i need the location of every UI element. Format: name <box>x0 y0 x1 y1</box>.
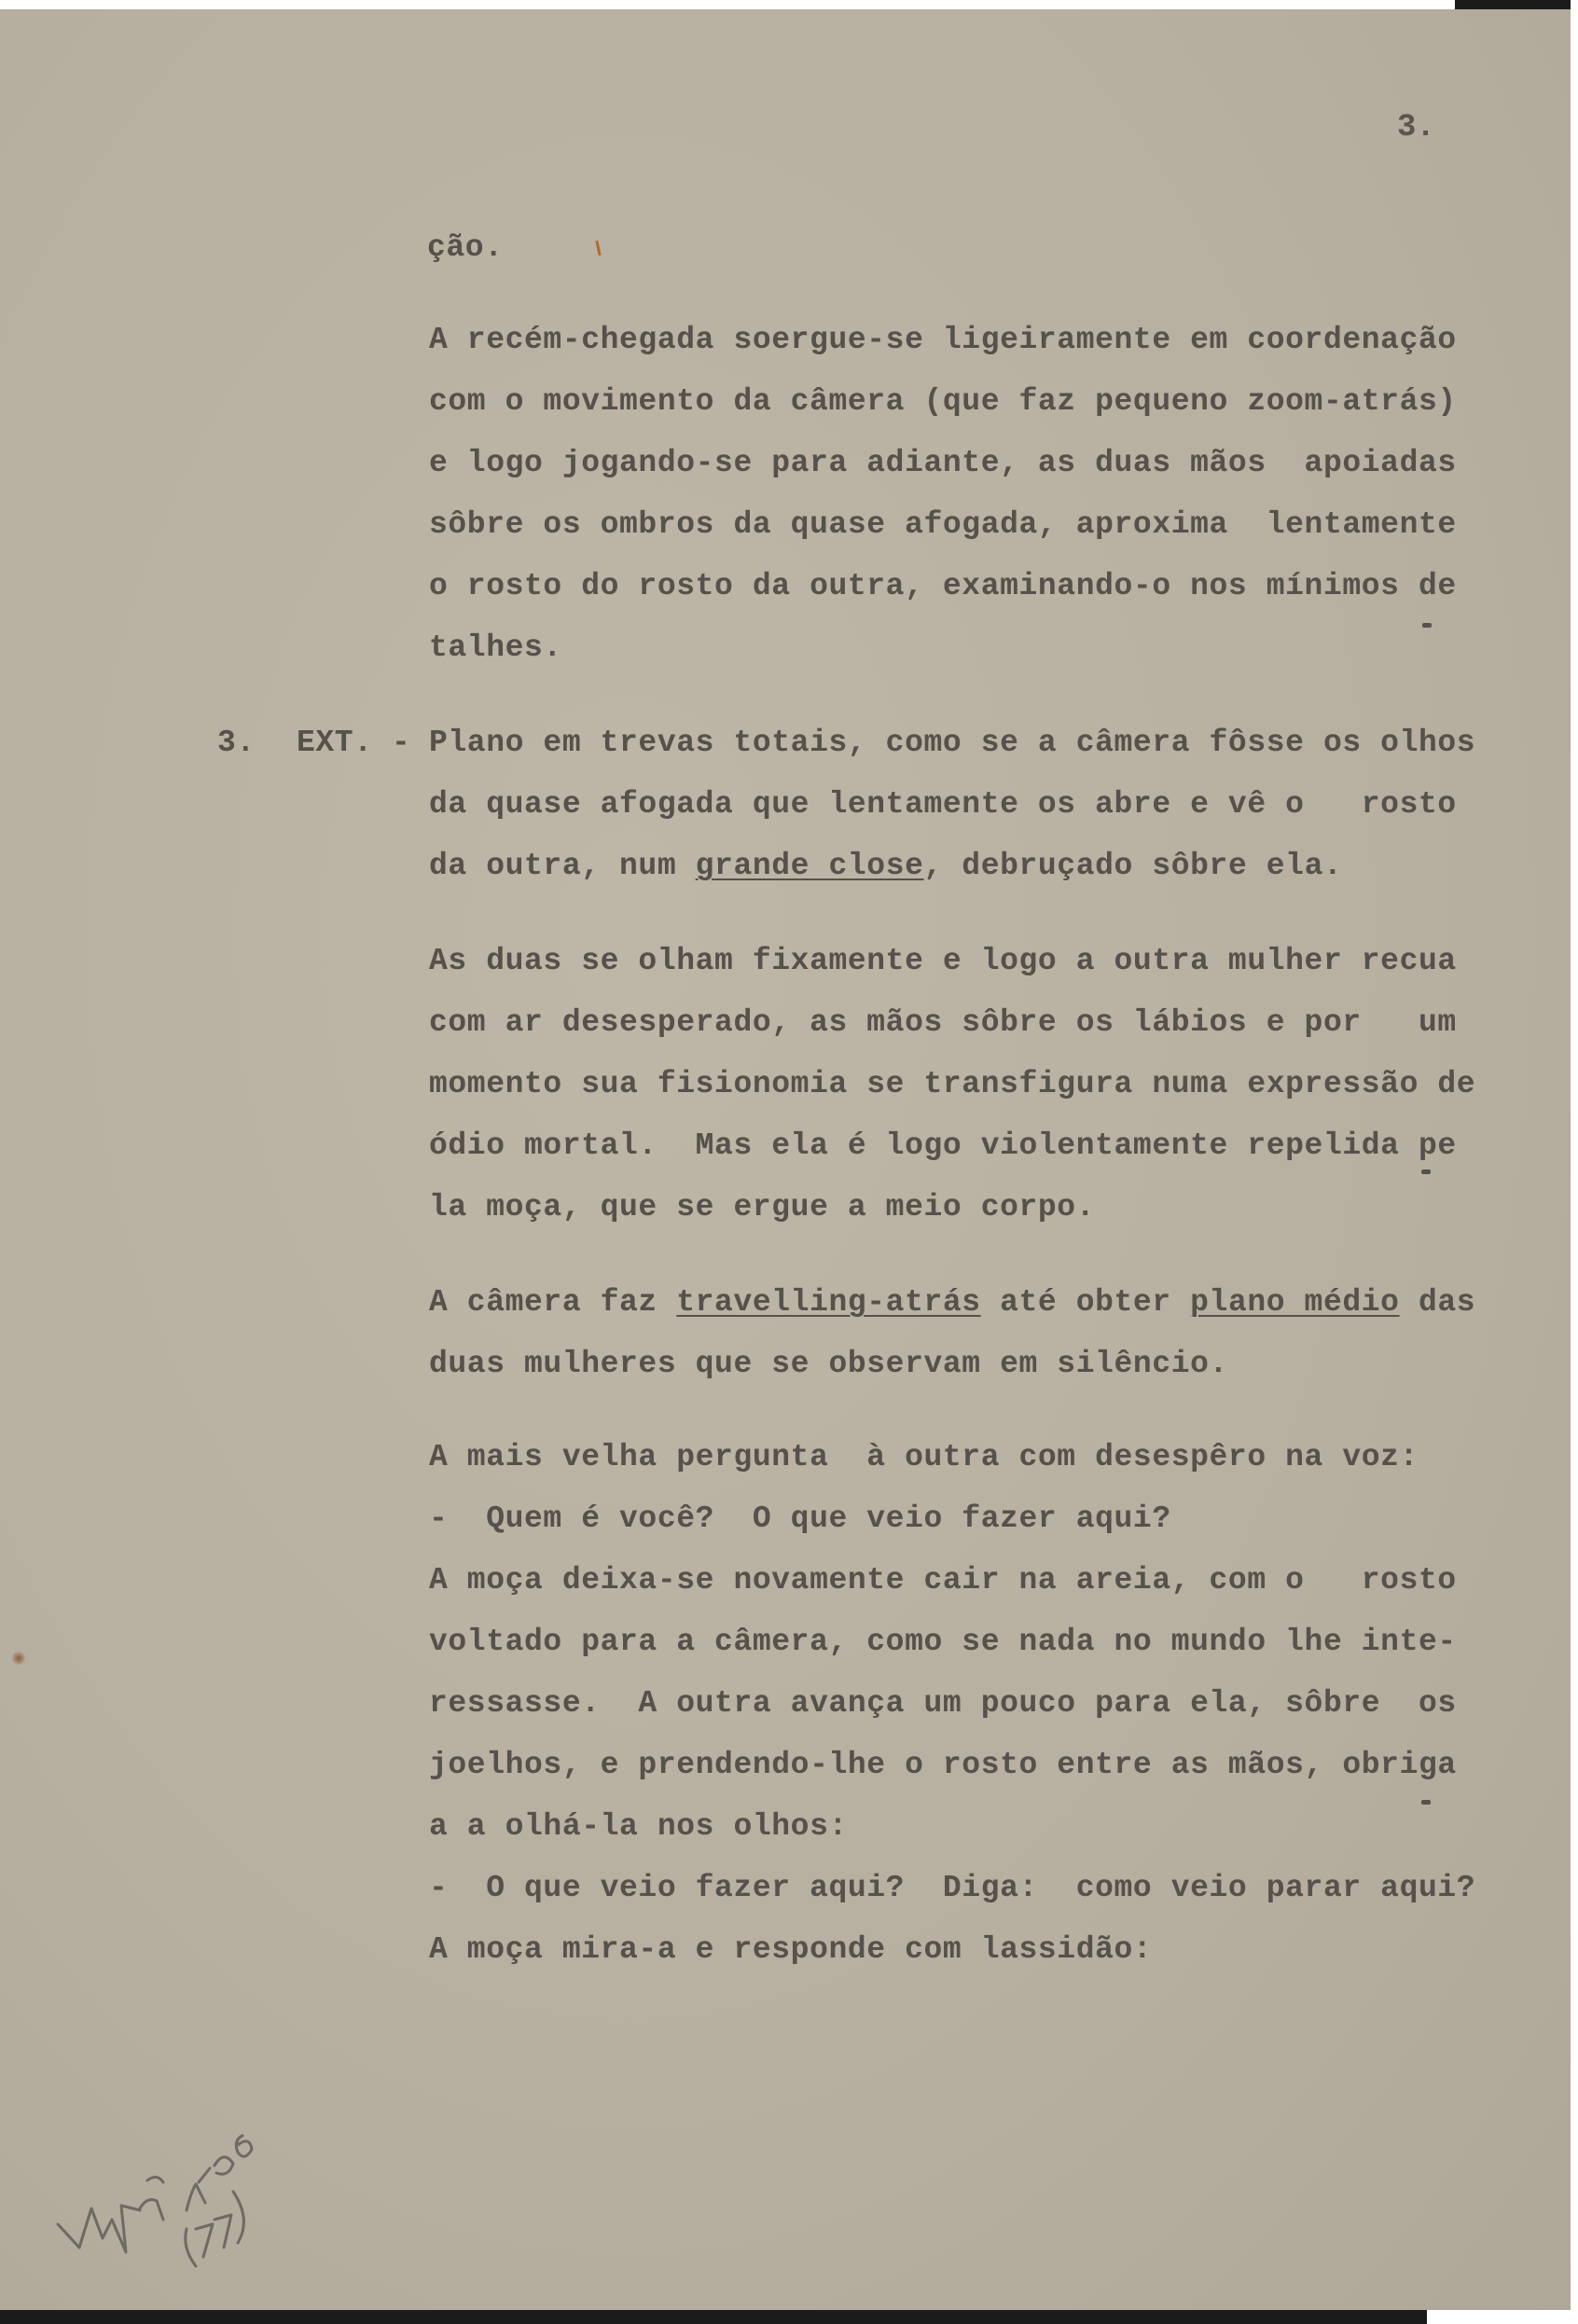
text-line: A moça mira-a e responde com lassidão: <box>429 1932 1153 1967</box>
hyphen-mark <box>1422 623 1432 628</box>
text-line: ção. <box>427 230 504 265</box>
text-line: joelhos, e prendendo-lhe o rosto entre as mãos, obriga <box>429 1748 1457 1782</box>
text-line: com ar desesperado, as mãos sôbre os lábios e por um <box>429 1005 1457 1040</box>
text-line: ódio mortal. Mas ela é logo violentamente repelida pe <box>429 1128 1457 1163</box>
text-line: a a olhá-la nos olhos: <box>429 1809 848 1844</box>
scan-border-top <box>1455 0 1571 9</box>
text-span: A câmera faz <box>429 1285 677 1320</box>
dialogue-line: - O que veio fazer aqui? Diga: como veio parar aqui? <box>429 1871 1476 1905</box>
text-line: As duas se olham fixamente e logo a outra mulher recua <box>429 944 1457 978</box>
scene-number: 3. <box>217 726 256 760</box>
text-line: la moça, que se ergue a meio corpo. <box>429 1190 1096 1224</box>
text-span: das <box>1399 1285 1476 1320</box>
text-span: da outra, num <box>429 849 696 883</box>
text-line: A moça deixa-se novamente cair na areia, com o rosto <box>429 1563 1457 1598</box>
text-line <box>429 848 1342 885</box>
text-line: talhes. <box>429 630 562 665</box>
text-line: A recém-chegada soergue-se ligeiramente em coordenação <box>429 323 1457 357</box>
scan-border-bottom <box>0 2310 1427 2324</box>
text-line: o rosto do rosto da outra, examinando-o nos mínimos de <box>429 569 1457 603</box>
text-line: A mais velha pergunta à outra com desespêro na voz: <box>429 1440 1419 1474</box>
text-line: voltado para a câmera, como se nada no mundo lhe inte- <box>429 1625 1457 1659</box>
handwritten-annotation <box>47 2098 289 2285</box>
underlined-term: travelling-atrás <box>676 1285 981 1320</box>
text-line: com o movimento da câmera (que faz pequeno zoom-atrás) <box>429 384 1457 419</box>
text-line: Plano em trevas totais, como se a câmera fôsse os olhos <box>429 726 1476 760</box>
text-line: sôbre os ombros da quase afogada, aproxima lentamente <box>429 507 1457 542</box>
text-line: momento sua fisionomia se transfigura numa expressão de <box>429 1067 1476 1101</box>
paper-stain <box>11 1651 26 1666</box>
text-span: até obter <box>980 1285 1191 1320</box>
text-line: da quase afogada que lentamente os abre e vê o rosto <box>429 787 1457 822</box>
text-line <box>429 1284 1475 1321</box>
underlined-term: grande close <box>695 849 924 883</box>
text-line: e logo jogando-se para adiante, as duas mãos apoiadas <box>429 446 1457 480</box>
page-number: 3. <box>1397 110 1435 145</box>
text-line: ressasse. A outra avança um pouco para ela, sôbre os <box>429 1686 1457 1721</box>
text-line: duas mulheres que se observam em silêncio. <box>429 1347 1228 1381</box>
text-span: , debruçado sôbre ela. <box>923 849 1343 883</box>
dialogue-line: - Quem é você? O que veio fazer aqui? <box>429 1501 1171 1536</box>
underlined-term: plano médio <box>1190 1285 1400 1320</box>
hyphen-mark <box>1421 1169 1431 1174</box>
scene-type: EXT. - <box>297 726 411 760</box>
hyphen-mark <box>1421 1800 1431 1805</box>
